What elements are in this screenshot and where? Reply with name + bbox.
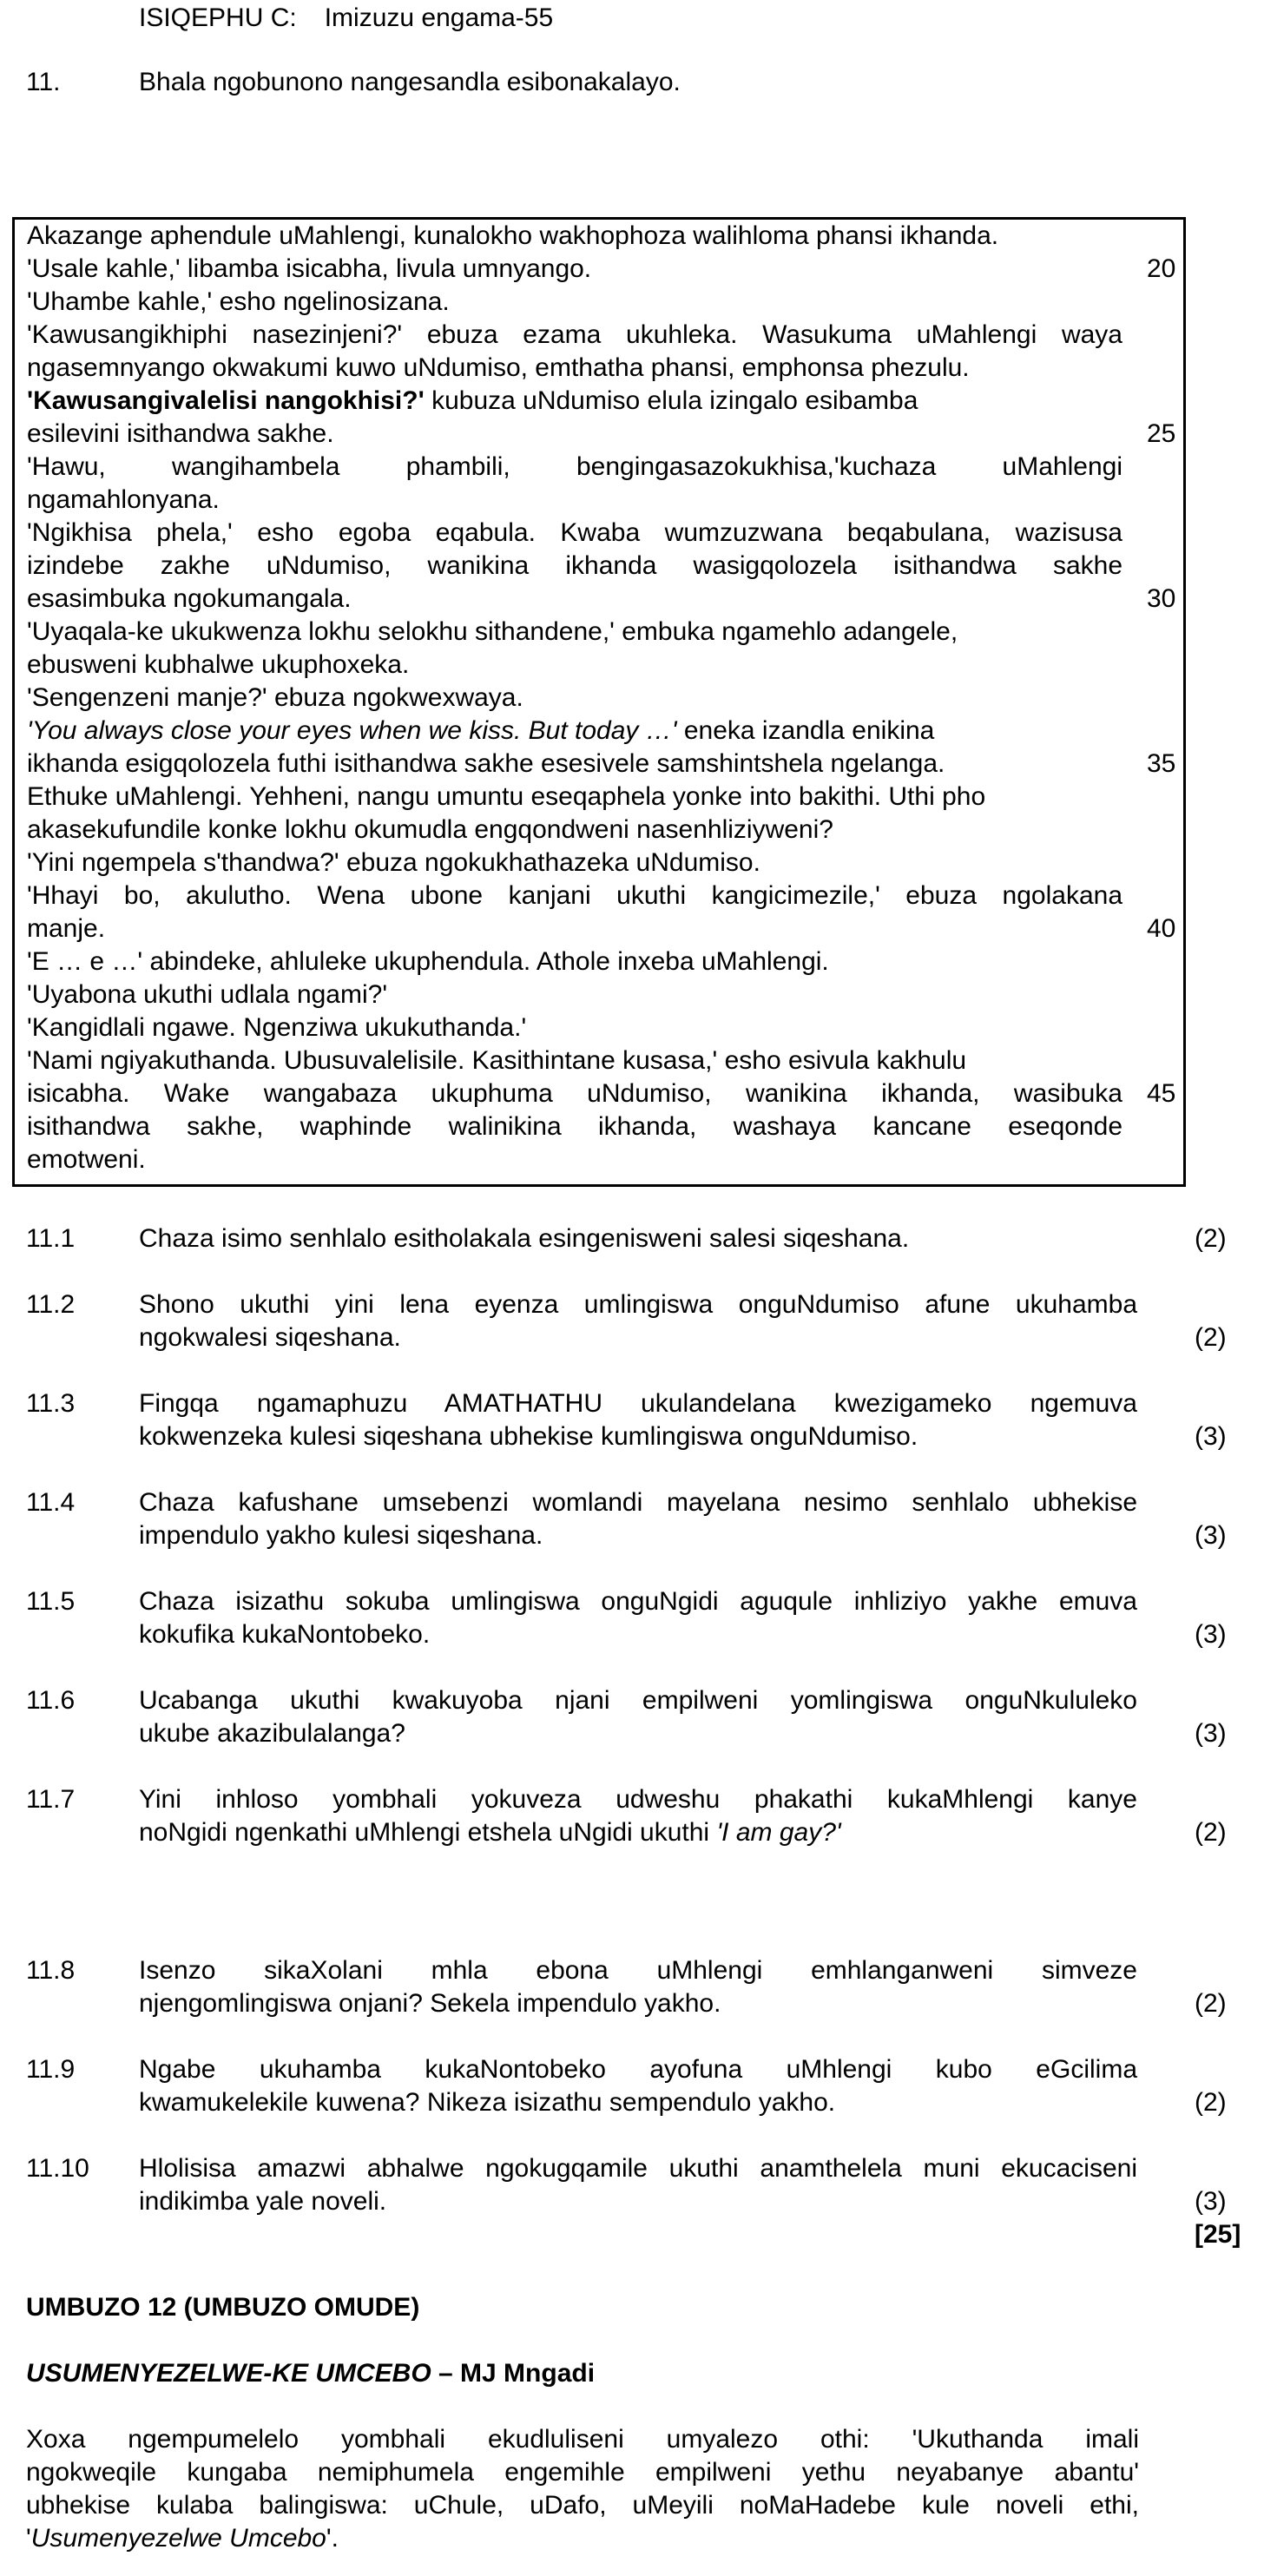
extract-line: emotweni. (27, 1145, 146, 1174)
extract-line: 'Yini ngempela s'thandwa?' ebuza ngokukhathazeka uNdumiso. (27, 848, 760, 877)
extract-line: 'Ngikhisa phela,' esho egoba eqabula. Kwaba wumzuzwana beqabulana, wazisusa (27, 518, 1122, 547)
extract-line-italic (27, 715, 1122, 748)
novel-title-inline: Usumenyezelwe Umcebo (30, 2524, 326, 2553)
extract-line: ngamahlonyana. (27, 485, 220, 514)
question-text: Chaza isizathu sokuba umlingiswa onguNgidi aguqule inhliziyo yakhe emuva kokufika kukaNontobeko. (139, 1587, 1137, 1649)
extract-line: Akazange aphendule uMahlengi, kunalokho wakhophoza walihloma phansi ikhanda. (27, 221, 999, 250)
extract-line: ngasemnyango okwakumi kuwo uNdumiso, emthatha phansi, emphonsa phezulu. (27, 353, 970, 382)
question-number: 11.5 (26, 1587, 76, 1616)
question-number: 11.10 (26, 2154, 89, 2183)
section-heading (139, 2, 553, 35)
question-marks: (2) (1195, 1323, 1227, 1352)
extract-line: esasimbuka ngokumangala. (27, 584, 352, 613)
question-text: Chaza kafushane umsebenzi womlandi mayelana nesimo senhlalo ubhekise impendulo yakho kulesi siqeshana. (139, 1488, 1137, 1550)
extract-line: 'Nami ngiyakuthanda. Ubusuvalelisile. Kasithintane kusasa,' esho esivula kakhulu (27, 1046, 967, 1075)
question-text: Chaza isimo senhlalo esitholakala esingenisweni salesi siqeshana. (139, 1224, 910, 1253)
question-marks: (2) (1195, 1818, 1227, 1847)
extract-line: 'Uyaqala-ke ukukwenza lokhu selokhu sithandene,' embuka ngamehlo adangele, (27, 617, 958, 646)
line-number: 40 (1147, 914, 1176, 943)
question-number: 11.1 (26, 1224, 76, 1253)
novel-title-line (26, 2357, 595, 2390)
question-text: Hlolisisa amazwi abhalwe ngokugqamile ukuthi anamthelela muni ekucaciseni indikimba yale noveli. (139, 2154, 1137, 2216)
extract-line: 'Uhambe kahle,' esho ngelinosizana. (27, 287, 450, 316)
question-marks: (3) (1195, 1521, 1227, 1550)
essay-prompt: Xoxa ngempumelelo yombhali ekudluliseni umyalezo othi: 'Ukuthanda imali ngokweqile kungaba nemiphumela engemihle empilweni yethu neyabanye abantu' ubhekise kulaba balingiswa: uChule, uDafo, uMeyili noMaHadebe kule noveli ethi, 'Usumenyezelwe Umcebo'. (26, 2425, 1139, 2553)
extract-line: isicabha. Wake wangabaza ukuphuma uNdumiso, wanikina ikhanda, wasibuka (27, 1079, 1122, 1108)
question-text: Ngabe ukuhamba kukaNontobeko ayofuna uMhlengi kubo eGcilima kwamukelekile kuwena? Nikeza isizathu sempendulo yakho. (139, 2055, 1137, 2117)
extract-line-emphasis (27, 385, 1122, 418)
extract-line: 'Sengenzeni manje?' ebuza ngokwexwaya. (27, 683, 523, 712)
question-number: 11.4 (26, 1488, 76, 1517)
question-marks: (2) (1195, 1224, 1227, 1253)
question-marks: (3) (1195, 1719, 1227, 1748)
question-text: Shono ukuthi yini lena eyenza umlingiswa onguNdumiso afune ukuhamba ngokwalesi siqeshana. (139, 1290, 1137, 1352)
extract-line: esilevini isithandwa sakhe. (27, 419, 334, 448)
extract-line-rest: kubuza uNdumiso elula izingalo esibamba (424, 386, 918, 415)
question-number: 11.7 (26, 1785, 76, 1814)
novel-author: MJ Mngadi (460, 2359, 596, 2388)
question-text: Isenzo sikaXolani mhla ebona uMhlengi emhlanganweni simveze njengomlingiswa onjani? Sekela impendulo yakho. (139, 1956, 1137, 2018)
extract-line-rest: eneka izandla enikina (676, 716, 935, 745)
question-11-instruction: Bhala ngobunono nangesandla esibonakalayo. (139, 68, 681, 96)
extract-line: 'Uyabona ukuthi udlala ngami?' (27, 980, 388, 1009)
question-total: [25] (1195, 2220, 1241, 2249)
extract-box (12, 217, 1186, 1187)
question-text: Yini inhloso yombhali yokuveza udweshu phakathi kukaMhlengi kanye noNgidi ngenkathi uMhlengi etshela uNgidi ukuthi 'I am gay?' (139, 1785, 1137, 1847)
question-number: 11.3 (26, 1389, 76, 1418)
question-number: 11.8 (26, 1956, 76, 1985)
extract-line: ebusweni kubhalwe ukuphoxeka. (27, 650, 410, 679)
question-number: 11.6 (26, 1686, 76, 1715)
extract-line: 'E … e …' abindeke, ahluleke ukuphendula. Athole inxeba uMahlengi. (27, 947, 829, 976)
extract-line: 'Hawu, wangihambela phambili, bengingasazokukhisa,'kuchaza uMahlengi (27, 452, 1122, 481)
question-number: 11.2 (26, 1290, 76, 1319)
italic-quote: 'You always close your eyes when we kiss. But today …' (27, 716, 677, 745)
line-number: 45 (1147, 1079, 1176, 1108)
section-label: ISIQEPHU C: (139, 3, 297, 32)
extract-line: 'Kangidlali ngawe. Ngenziwa ukukuthanda.' (27, 1013, 527, 1042)
bold-quote: 'Kawusangivalelisi nangokhisi?' (27, 386, 425, 415)
extract-line: 'Kawusangikhiphi nasezinjeni?' ebuza ezama ukuhleka. Wasukuma uMahlengi waya (27, 320, 1122, 349)
extract-line: izindebe zakhe uNdumiso, wanikina ikhanda wasigqolozela isithandwa sakhe (27, 551, 1122, 580)
extract-line: Ethuke uMahlengi. Yehheni, nangu umuntu eseqaphela yonke into bakithi. Uthi pho (27, 782, 986, 811)
extract-line: akasekufundile konke lokhu okumudla engqondweni nasenhliziyweni? (27, 815, 833, 844)
extract-line: manje. (27, 914, 106, 943)
extract-line: ikhanda esigqolozela futhi isithandwa sakhe esesivele samshintshela ngelanga. (27, 749, 945, 778)
italic-phrase: 'I am gay?' (716, 1818, 841, 1847)
line-number: 25 (1147, 419, 1176, 448)
question-marks: (3) (1195, 2187, 1227, 2216)
title-dash: – (431, 2359, 461, 2388)
novel-title: USUMENYEZELWE-KE UMCEBO (26, 2359, 431, 2388)
section-title: Imizuzu engama-55 (324, 3, 554, 32)
question-11-number: 11. (26, 68, 61, 96)
question-12-heading: UMBUZO 12 (UMBUZO OMUDE) (26, 2293, 420, 2322)
extract-line: 'Hhayi bo, akulutho. Wena ubone kanjani ukuthi kangicimezile,' ebuza ngolakana (27, 881, 1122, 910)
question-marks: (3) (1195, 1422, 1227, 1451)
extract-line: 'Usale kahle,' libamba isicabha, livula umnyango. (27, 254, 592, 283)
question-text: Fingqa ngamaphuzu AMATHATHU ukulandelana kwezigameko ngemuva kokwenzeka kulesi siqeshana ubhekise kumlingiswa onguNdumiso. (139, 1389, 1137, 1451)
line-number: 20 (1147, 254, 1176, 283)
line-number: 35 (1147, 749, 1176, 778)
question-marks: (2) (1195, 1989, 1227, 2018)
question-text: Ucabanga ukuthi kwakuyoba njani empilweni yomlingiswa onguNkululeko ukube akazibulalanga? (139, 1686, 1137, 1748)
question-marks: (2) (1195, 2088, 1227, 2117)
question-marks: (3) (1195, 1620, 1227, 1649)
extract-line: isithandwa sakhe, waphinde walinikina ikhanda, washaya kancane eseqonde (27, 1112, 1122, 1141)
line-number: 30 (1147, 584, 1176, 613)
question-number: 11.9 (26, 2055, 76, 2084)
